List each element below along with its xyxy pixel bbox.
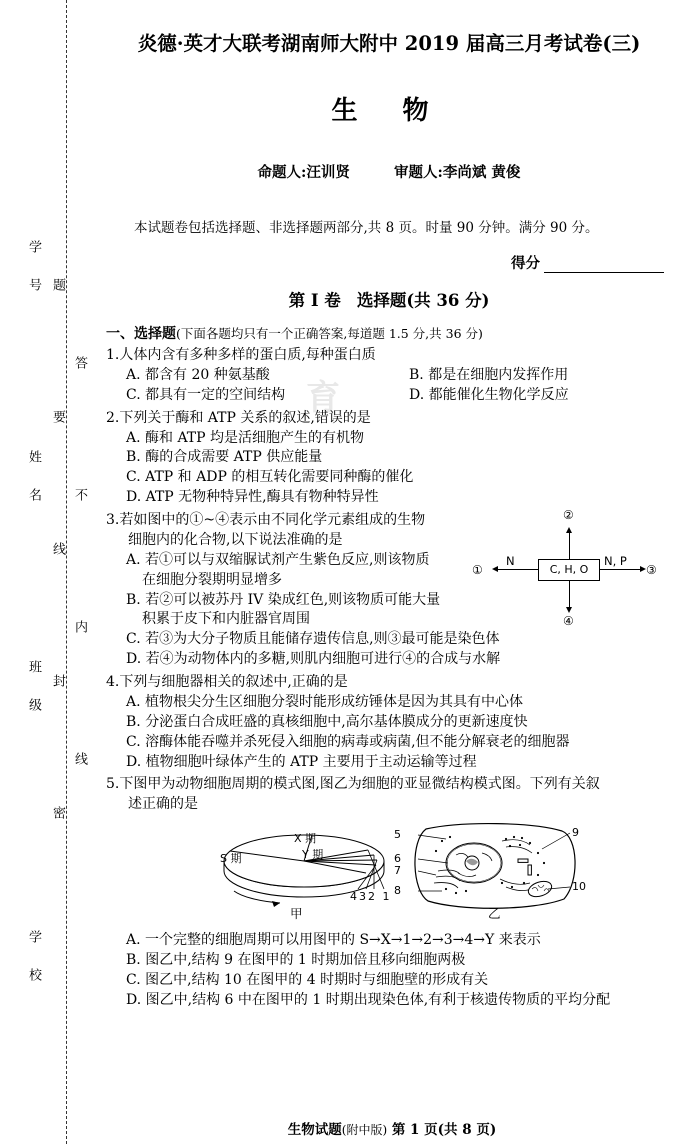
question-2-stem: 2.下列关于酶和 ATP 关系的叙述,错误的是 xyxy=(106,409,371,426)
score-blank xyxy=(544,257,664,273)
question-4-option-d[interactable]: D. 植物细胞叶绿体产生的 ATP 主要用于主动运输等过程 xyxy=(126,753,477,770)
question-4-stem: 4.下列与细胞器相关的叙述中,正确的是 xyxy=(106,674,348,690)
figure3-num-bottom: ④ xyxy=(563,614,574,628)
section-part-label: 第 I 卷 xyxy=(288,291,341,310)
figure3-label-right: N, P xyxy=(604,554,627,568)
student-info-column xyxy=(22,0,44,1144)
figure3-arrow-up xyxy=(569,533,570,559)
seal-text-b: 题 要 线 封 密 xyxy=(50,278,65,871)
question-3-option-b[interactable]: B. 若②可以被苏丹 IV 染成红色,则该物质可能大量 xyxy=(126,591,441,608)
seal-text-a: 答 不 内 线 xyxy=(72,356,87,817)
figure3-num-top: ② xyxy=(563,508,574,522)
question-2-option-a[interactable]: A. 酶和 ATP 均是活细胞产生的有机物 xyxy=(126,429,365,446)
footer-page-number: 第 1 页(共 8 页) xyxy=(391,1122,497,1138)
figure3-center-box: C, H, O xyxy=(538,559,600,581)
question-3-stem: 3.若如图中的①~④表示由不同化学元素组成的生物 xyxy=(106,512,426,528)
question-type-instruction xyxy=(106,323,672,343)
reviewer-label: 审题人:李尚斌 黄俊 xyxy=(394,164,521,181)
question-4 xyxy=(106,673,672,772)
proposer-label: 命题人:汪训贤 xyxy=(257,164,350,181)
question-2-option-d[interactable]: D. ATP 无物种特异性,酶具有物种特异性 xyxy=(126,489,379,506)
question-3-stem-cont: 细胞内的化合物,以下说法准确的是 xyxy=(128,531,343,548)
figure3-arrow-down xyxy=(569,581,570,607)
page-footer xyxy=(96,1118,688,1138)
figure5-label-s-phase: S 期 xyxy=(220,852,242,866)
page-title: 炎德·英才大联考湖南师大附中 2019 届高三月考试卷(三) xyxy=(137,32,641,55)
question-4-option-b[interactable]: B. 分泌蛋白合成旺盛的真核细胞中,高尔基体膜成分的更新速度快 xyxy=(126,713,528,730)
question-2-option-b[interactable]: B. 酶的合成需要 ATP 供应能量 xyxy=(126,449,323,466)
question-5 xyxy=(106,775,672,1010)
label-school: 学 校 xyxy=(26,930,41,986)
question-5-stem: 5.下图甲为动物细胞周期的模式图,图乙为细胞的亚显微结构模式图。下列有关叙 xyxy=(106,776,600,793)
question-1 xyxy=(106,346,672,406)
label-student-name: 姓 名 xyxy=(26,450,41,506)
question-1-option-b[interactable]: B. 都是在细胞内发挥作用 xyxy=(409,366,569,383)
figure5-label-9: 9 xyxy=(572,826,579,840)
footer-subject: 生物试题 xyxy=(287,1122,342,1138)
figure5-label-x-phase: X 期 xyxy=(294,832,317,846)
question-3-option-d[interactable]: D. 若④为动物体内的多糖,则肌内细胞可进行④的合成与水解 xyxy=(126,651,501,668)
figure5-label-5: 5 xyxy=(394,828,401,842)
question-5-figures xyxy=(216,819,586,931)
question-1-option-a[interactable]: A. 都含有 20 种氨基酸 xyxy=(126,366,270,383)
figure3-num-right: ③ xyxy=(646,563,657,577)
question-1-stem: 1.人体内含有多种多样的蛋白质,每种蛋白质 xyxy=(106,347,376,363)
label-class: 班 级 xyxy=(26,660,41,716)
figure5-label-y-phase: Y 期 xyxy=(302,848,324,862)
figure5-cell-diagram xyxy=(402,819,586,915)
label-student-number: 学 号 xyxy=(26,240,41,296)
instruction-rest: (下面各题均只有一个正确答案,每道题 1.5 分,共 36 分) xyxy=(176,326,483,341)
section-name-label: 选择题(共 36 分) xyxy=(356,291,490,310)
question-3 xyxy=(106,508,672,670)
figure3-arrowhead-up xyxy=(566,527,572,533)
figure3-arrowhead-left xyxy=(492,566,498,572)
figure3-label-left: N xyxy=(506,554,515,568)
question-1-option-c[interactable]: C. 都具有一定的空间结构 xyxy=(126,386,286,403)
question-3-option-c[interactable]: C. 若③为大分子物质且能储存遗传信息,则③最可能是染色体 xyxy=(126,631,500,648)
figure5-label-10: 10 xyxy=(572,880,586,894)
question-5-option-b[interactable]: B. 图乙中,结构 9 在图甲的 1 时期加倍且移向细胞两极 xyxy=(126,952,466,968)
footer-edition: (附中版) xyxy=(341,1123,388,1137)
score-box xyxy=(106,252,672,273)
question-4-option-a[interactable]: A. 植物根尖分生区细胞分裂时能形成纺锤体是因为其具有中心体 xyxy=(126,693,524,710)
question-1-options xyxy=(106,366,672,386)
question-2 xyxy=(106,409,672,508)
score-label: 得分 xyxy=(511,255,540,272)
seal-line-column-a xyxy=(68,0,90,1144)
figure5-label-6: 6 xyxy=(394,852,401,866)
figure3-arrow-left xyxy=(496,569,538,570)
figure5-pie-ticks: 432 1 xyxy=(350,890,392,904)
figure5-caption-jia: 甲 xyxy=(290,906,303,922)
exam-notice: 本试题卷包括选择题、非选择题两部分,共 8 页。时量 90 分钟。满分 90 分。 xyxy=(134,220,599,236)
instruction-bold: 一、选择题 xyxy=(106,326,176,342)
question-2-option-c[interactable]: C. ATP 和 ADP 的相互转化需要同种酶的催化 xyxy=(126,469,414,486)
question-5-stem-cont: 述正确的是 xyxy=(128,796,198,813)
question-3-option-b-cont[interactable]: 积累于皮下和内脏器官周围 xyxy=(142,611,310,628)
figure5-caption-yi: 乙 xyxy=(488,906,501,922)
question-4-option-c[interactable]: C. 溶酶体能吞噬并杀死侵入细胞的病毒或病菌,但不能分解衰老的细胞器 xyxy=(126,733,570,750)
subject-title: 生 物 xyxy=(331,96,447,126)
question-5-option-d[interactable]: D. 图乙中,结构 6 中在图甲的 1 时期出现染色体,有利于核遗传物质的平均分配 xyxy=(126,991,611,1008)
figure5-label-7: 7 xyxy=(394,864,401,878)
exam-page xyxy=(96,0,688,1144)
figure3-num-left: ① xyxy=(472,563,483,577)
section-header xyxy=(106,287,672,311)
question-3-option-a-cont[interactable]: 在细胞分裂期明显增多 xyxy=(142,571,282,588)
authors-line xyxy=(106,161,672,182)
question-3-figure xyxy=(470,507,670,637)
figure5-label-8: 8 xyxy=(394,884,401,898)
question-5-option-a[interactable]: A. 一个完整的细胞周期可以用图甲的 S→X→1→2→3→4→Y 来表示 xyxy=(126,932,541,949)
left-margin-strip xyxy=(0,0,96,1144)
watermark-text: 育 xyxy=(306,378,344,418)
question-3-option-a[interactable]: A. 若①可以与双缩脲试剂产生紫色反应,则该物质 xyxy=(126,551,430,568)
question-1-option-d[interactable]: D. 都能催化生物化学反应 xyxy=(409,386,569,403)
question-5-option-c[interactable]: C. 图乙中,结构 10 在图甲的 4 时期时与细胞壁的形成有关 xyxy=(126,971,489,988)
seal-line-column-b xyxy=(46,0,68,1144)
